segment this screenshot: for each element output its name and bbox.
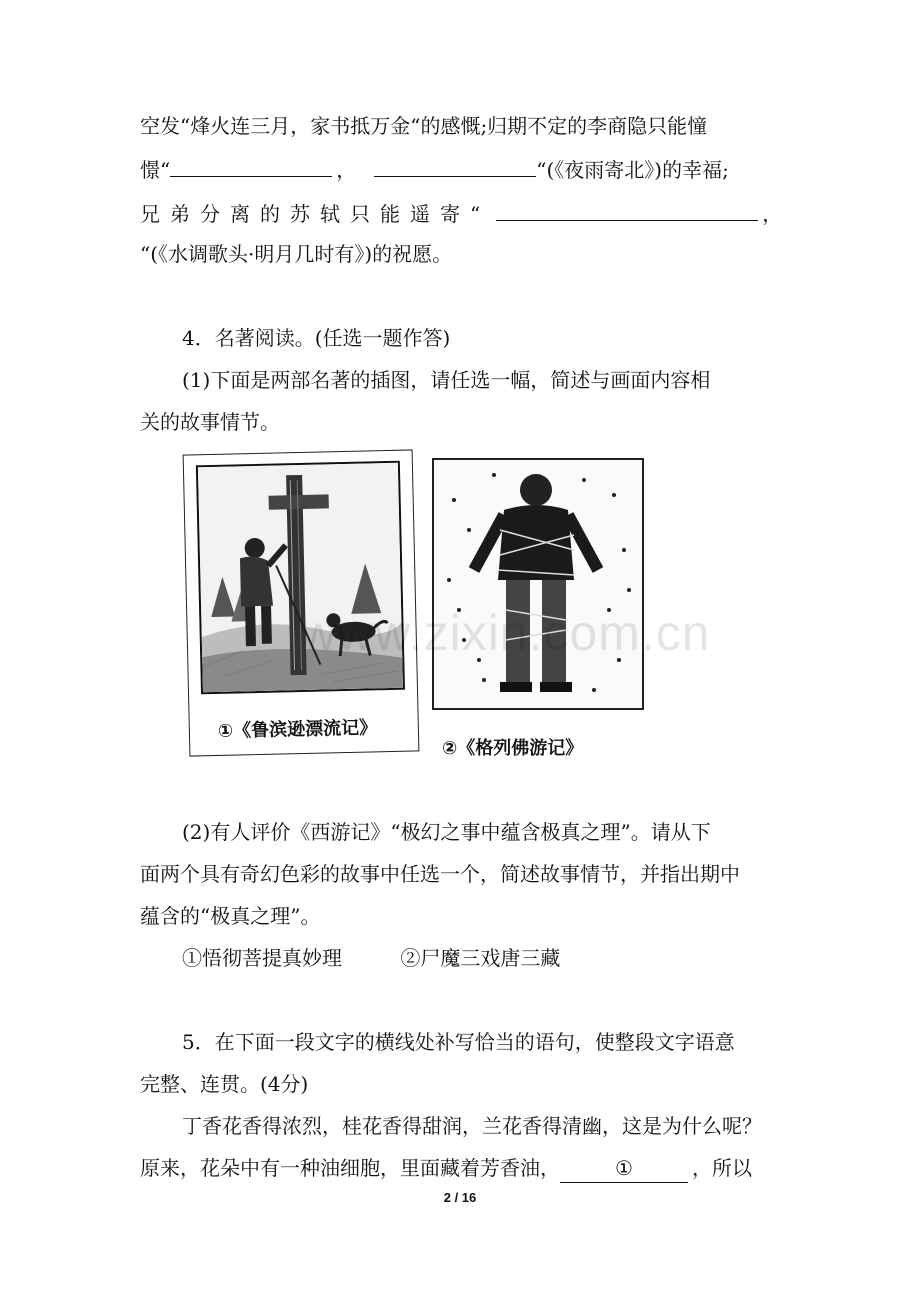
q4-sub2-line2: 面两个具有奇幻色彩的故事中任选一个，简述故事情节，并指出期中 [140, 862, 740, 886]
q5-line4 [140, 1154, 790, 1183]
fill-blank[interactable] [170, 154, 332, 177]
poem-line-1: 空发“烽火连三月，家书抵万金“的感慨;归期不定的李商隐只能憧 [140, 114, 708, 138]
poem-line-2 [140, 154, 790, 184]
fill-blank[interactable] [374, 154, 536, 177]
q4-sub1-line1: (1)下面是两部名著的插图，请任选一幅，简述与画面内容相 [182, 368, 711, 392]
watermark: www.zixin.com.cn [300, 605, 711, 661]
figure-1-caption: ①《鲁滨逊漂流记》 [217, 717, 378, 742]
poem-line-3-end: ， [762, 202, 783, 226]
q4-sub2-line1: (2)有人评价《西游记》“极幻之事中蕴含极真之理”。请从下 [182, 820, 711, 844]
poem-line-3 [140, 198, 790, 228]
q4-options [182, 944, 832, 972]
q4-sub2-line3: 蕴含的“极真之理”。 [140, 904, 321, 928]
option-1: ①悟彻菩提真妙理 [182, 946, 342, 970]
poem-line-2-b: ， [336, 158, 357, 182]
q5-line4-a: 原来，花朵中有一种油细胞，里面藏着芳香油， [140, 1156, 560, 1180]
q5-line1: 5．在下面一段文字的横线处补写恰当的语句，使整段文字语意 [182, 1030, 735, 1054]
option-2: ②尸魔三戏唐三藏 [400, 946, 561, 970]
page-number: 2 / 16 [443, 1190, 477, 1205]
poem-line-2-a: 憬“ [140, 158, 171, 182]
figure-2-caption: ②《格列佛游记》 [442, 738, 584, 759]
q5-line4-b: ，所以 [692, 1156, 752, 1180]
q4-title: 4．名著阅读。(任选一题作答) [182, 326, 451, 350]
poem-line-2-c: “(《夜雨寄北》)的幸福; [536, 158, 729, 182]
gulliver-illustration [434, 460, 642, 708]
q5-line3: 丁香花香得浓烈，桂花香得甜润，兰花香得清幽，这是为什么呢？ [182, 1114, 762, 1138]
figure-robinson-crusoe [183, 449, 420, 756]
figure-gullivers-travels [432, 458, 644, 710]
q4-sub1-line2: 关的故事情节。 [140, 410, 280, 434]
poem-line-4: “(《水调歌头·明月几时有》)的祝愿。 [140, 242, 453, 266]
fill-blank[interactable] [496, 198, 758, 221]
poem-line-3-text: 兄弟分离的苏轼只能遥寄“ [140, 202, 491, 226]
q5-line2: 完整、连贯。(4分) [140, 1072, 309, 1096]
fill-blank-1[interactable]: ① [560, 1154, 688, 1183]
